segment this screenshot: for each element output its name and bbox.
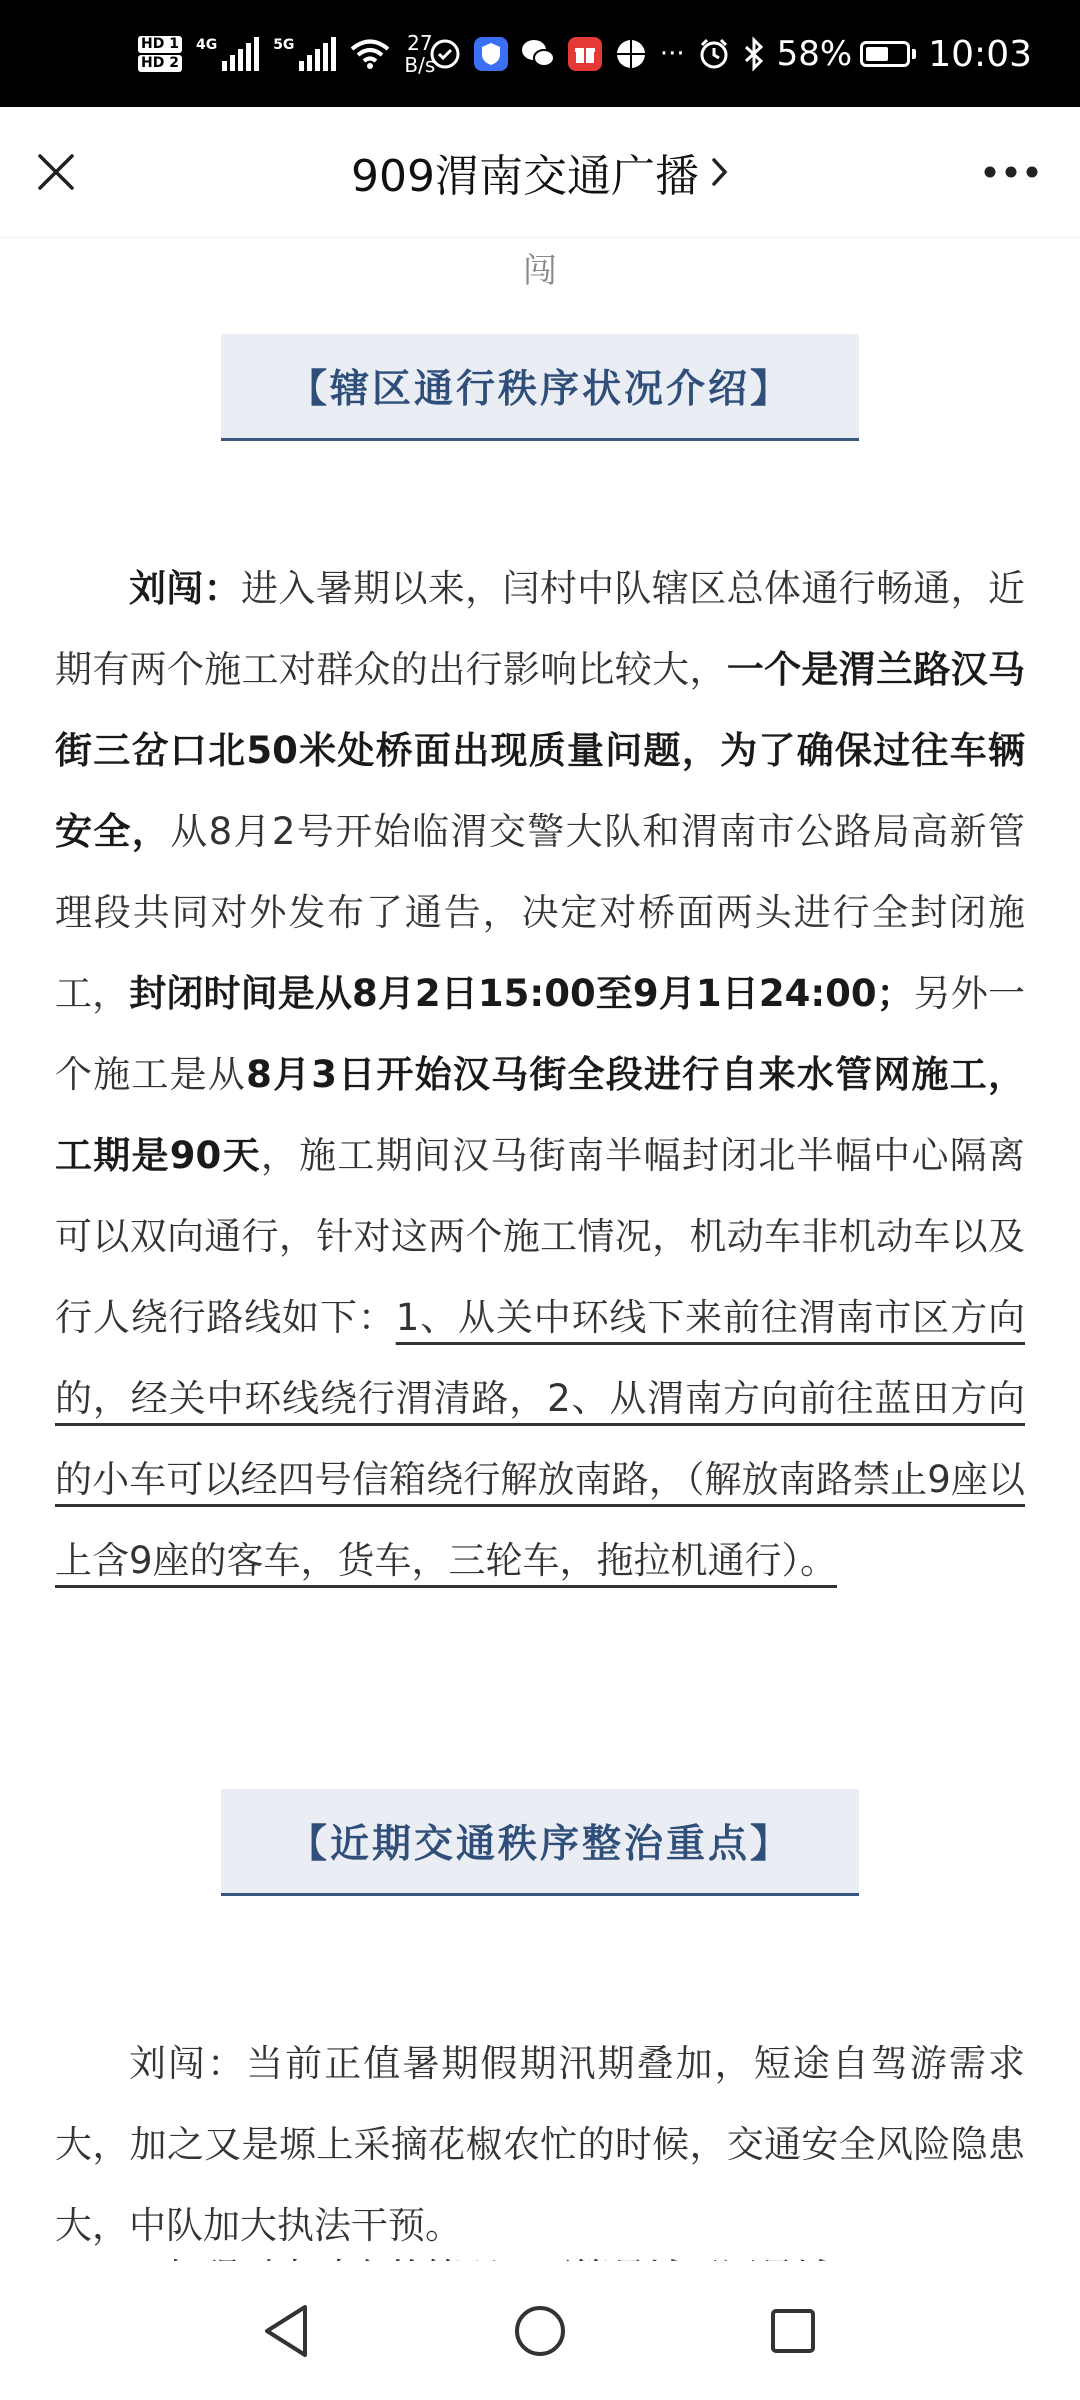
security-app-icon [474,37,508,71]
wechat-icon [520,38,556,70]
page-title: 909渭南交通广播 [351,151,699,202]
home-button[interactable] [500,2291,580,2371]
status-bar-left [138,28,435,80]
recents-button[interactable] [753,2291,833,2371]
section-heading-enforcement-focus [221,1789,859,1896]
para1-text-c: 另外一个施工是从 [55,972,1026,1096]
paragraph-traffic-status [55,548,1025,1601]
shield-check-icon [428,37,462,71]
more-button[interactable] [976,147,1046,197]
network-speed-unit: B/s [404,53,436,77]
status-bar [0,0,1080,107]
para1-bold-water-pipe: 8月3日开始汉马街全段进行自来水管网施工，工期是90天 [55,1053,1025,1177]
chevron-right-icon [711,156,729,188]
bluetooth-icon [743,37,765,71]
back-button[interactable] [247,2291,327,2371]
battery-percent: 58% [776,34,853,74]
top-bar [0,107,1080,238]
signal-4g-icon [196,37,259,71]
close-button[interactable] [26,142,86,202]
account-title-link[interactable] [200,145,880,202]
para1-text-d: ，施工期间汉马街南半幅封闭北半幅中心隔离可以双向通行，针对这两个施工情况，机动车非机动车以及行人绕行路线如下： [55,1134,1025,1339]
speaker-name: 刘闯： [129,567,242,610]
status-bar-right [428,28,1032,80]
more-icon [983,165,1039,179]
hd-badges [138,35,182,73]
back-icon [261,2303,313,2359]
wifi-icon [350,38,390,70]
net-5g-label: 5G [273,37,295,53]
para1-text-a: 进入暑期以来，闫村中队辖区总体通行畅通，近期有两个施工对群众的出行影响比较大， [55,567,1026,691]
section-heading-text: 【近期交通秩序整治重点】 [287,1822,792,1867]
basketball-icon [614,37,648,71]
home-icon [513,2304,567,2358]
close-icon [36,152,76,192]
alarm-icon [697,37,731,71]
hd1-badge: HD 1 [138,36,182,53]
recents-icon [769,2307,817,2355]
battery-icon [860,41,910,67]
system-nav-bar [0,2261,1080,2400]
para1-bold-bridge: 一个是渭兰路汉马街三岔口北50米处桥面出现质量问题，为了确保过往车辆安全， [55,648,1026,853]
gift-app-icon [568,37,602,71]
clock: 10:03 [928,33,1032,75]
signal-5g-icon [273,37,336,71]
para1-detour-routes: 1、从关中环线下来前往渭南市区方向的，经关中环线绕行渭清路，2、从渭南方向前往蓝田方向的小车可以经四号信箱绕行解放南路，（解放南路禁止9座以上含9座的客车，货车，三轮车，拖拉机通行）。 [55,1296,1026,1582]
battery [777,34,917,74]
cut-off-text: 闯 [523,251,557,291]
para1-text-b: 从8月2号开始临渭交警大队和渭南市公路局高新管理段共同对外发布了通告，决定对桥面两头进行全封闭施工， [55,810,1026,1015]
hd2-badge: HD 2 [138,55,182,72]
para1-bold-closure-time: 封闭时间是从8月2日15:00至9月1日24:00； [129,972,914,1015]
net-4g-label: 4G [195,37,218,53]
section-heading-traffic-status [221,334,859,441]
section-heading-text: 【辖区通行秩序状况介绍】 [287,367,792,412]
network-speed-value: 27 [407,31,433,55]
paragraph-enforcement: 刘闯：当前正值暑期假期汛期叠加，短途自驾游需求大，加之又是塬上采摘花椒农忙的时候，交通安全风险隐患大，中队加大执法干预。 [55,2042,1025,2247]
article-content[interactable] [0,237,1080,2261]
more-notifications: ··· [659,39,685,69]
